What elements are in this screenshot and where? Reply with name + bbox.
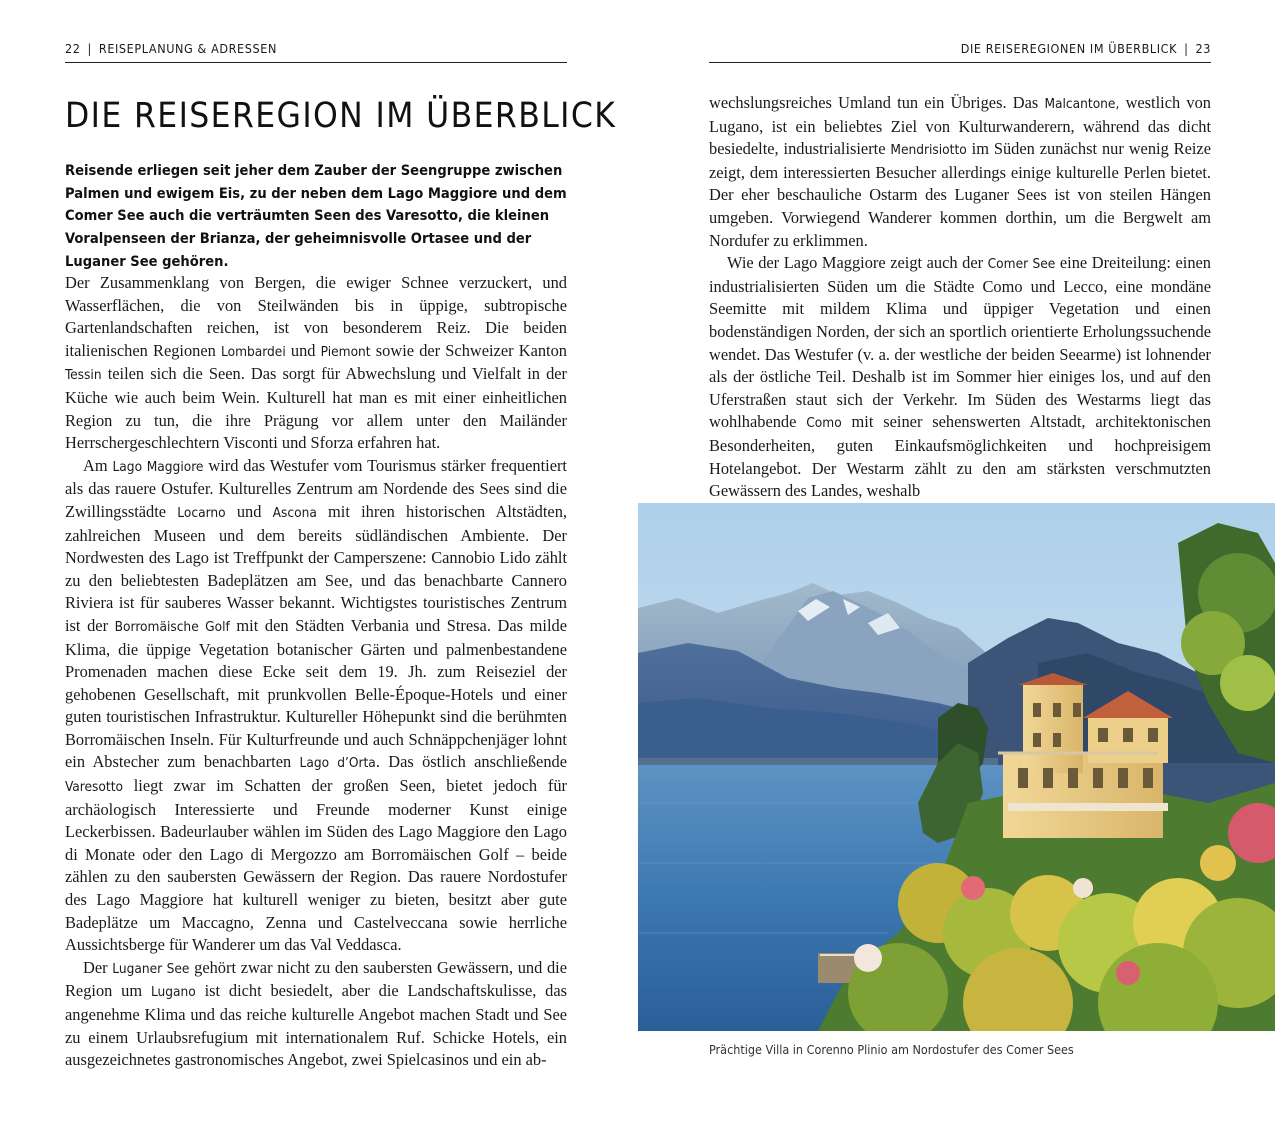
- lead-paragraph: Reisende erliegen seit jeher dem Zauber der Seengruppe zwischen Palmen und ewigem Eis, zu der neben dem Lago Maggiore und dem Comer See auch die verträumten Seen des Varesotto, die kleinen Voralpenseen der Brianza, der geheimnisvolle Ortasee und der Luganer See gehören.: [65, 162, 567, 270]
- keyword: Mendrisiotto: [890, 142, 967, 159]
- paragraph: wechslungsreiches Umland tun ein Übriges. Das Malcantone, westlich von Lugano, ist ein beliebtes Ziel von Kulturwanderern, während das dicht besiedelte, industrialisierte Mendrisiotto im Süden zunächst nur wenig Reize zeigt, dem interessierten Besucher allerdings einige kulturelle Perlen bietet. Der eher beschauliche Ostarm des Luganer Sees ist von steilen Hängen umgeben. Vorwiegend Wanderer kommen dorthin, um die Bergwelt am Nordufer zu erklimmen.: [709, 93, 1211, 250]
- running-header-left: [65, 40, 567, 63]
- page-number-right: 23: [1195, 41, 1211, 56]
- photo-illustration: [638, 503, 1275, 1031]
- page-number-left: 22: [65, 41, 81, 56]
- paragraph: Der Zusammenklang von Bergen, die ewiger Schnee verzuckert, und Wasserflächen, die von Steilwänden bis in üppige, subtropische Gartenlandschaften reichen, ist von besonderem Reiz. Die beiden italienischen Regionen Lombardei und Piemont sowie der Schweizer Kanton Tessin teilen sich die Seen. Das sorgt für Abwechslung und Vielfalt in der Küche wie auch beim Wein. Kulturell hat man es mit einer einheitlichen Region zu tun, die ihre Prägung vor allem unter den Mailänder Herrschergeschlechtern Visconti und Sforza erfahren hat.: [65, 273, 567, 453]
- keyword: Tessin: [65, 367, 102, 384]
- keyword: Lugano: [150, 984, 196, 1001]
- keyword: Lago d’Orta: [299, 755, 376, 772]
- running-header-right: [709, 40, 1211, 63]
- keyword: Varesotto: [65, 779, 123, 796]
- paragraph: Am Lago Maggiore wird das Westufer vom Tourismus stärker frequentiert als das rauere Ostufer. Kulturelles Zentrum am Nordende des Sees sind die Zwillingsstädte Locarno und Ascona mit ihren historischen Altstädten, zahlreichen Museen und dem bereits südländischen Ambiente. Der Nordwesten des Lago ist Treffpunkt der Camperszene: Cannobio Lido zählt zu den beliebtesten Badeplätzen am See, und das benachbarte Cannero Riviera ist für sauberes Wasser bekannt. Wichtigstes touristisches Zentrum ist der Borromäische Golf mit den Städten Verbania und Stresa. Das milde Klima, die üppige Vegetation botanischer Gärten und palmenbestandene Promenaden machen diese Ecke seit dem 19. Jh. zum Reiseziel der gehobenen Gesellschaft, mit prunkvollen Belle-Époque-Hotels und einer guten touristischen Infrastruktur. Kultureller Höhepunkt sind die berühmten Borromäischen Inseln. Für Kulturfreunde und auch Schnäppchenjäger lohnt ein Abstecher zum benachbarten Lago d’Orta. Das östlich anschließende Varesotto liegt zwar im Schatten der großen Seen, bietet jedoch für archäologisch Interessierte und Freunde moderner Kunst einige Leckerbissen. Badeurlauber wählen im Süden des Lago Maggiore den Lago di Monate oder den Lago di Mergozzo am Borromäischen Golf – beide zählen zu den saubersten Gewässern der Region. Das rauere Nordostufer des Lago Maggiore hat kulturell weniger zu bieten, besitzt aber gute Badeplätze um Maccagno, Zenna und Castelveccana sowie herrliche Aussichtsberge für Wanderer um das Val Veddasca.: [65, 455, 568, 955]
- body-text-right: [709, 92, 1211, 503]
- keyword: Comer See: [987, 256, 1056, 273]
- paragraph: Der Luganer See gehört zwar nicht zu den saubersten Gewässern, und die Region um Lugano ist dicht besiedelt, aber die Landschaftskulisse, das angenehme Klima und das reiche kulturelle Angebot machen Stadt und See zu einem Urlaubsrefugium mit internationalem Ruf. Schicke Hotels, ein ausgezeichnetes gastronomisches Angebot, zwei Spielcasinos und ein ab-: [65, 957, 568, 1070]
- section-title-right: DIE REISEREGIONEN IM ÜBERBLICK: [960, 41, 1178, 56]
- header-separator: |: [1184, 41, 1189, 56]
- keyword: Ascona: [272, 504, 317, 521]
- keyword: Lombardei: [221, 343, 286, 360]
- photo-caption: Prächtige Villa in Corenno Plinio am Nordostufer des Comer Sees: [709, 1042, 1074, 1057]
- keyword: Borromäische Golf: [114, 618, 230, 635]
- paragraph: Wie der Lago Maggiore zeigt auch der Comer See eine Dreiteilung: einen industrialisierten Süden um die Städte Como und Lecco, eine mondäne Seemitte mit mildem Klima und üppiger Vegetation und einen bodenständigen Norden, der sich an sportlich orientierte Erholungssuchende wendet. Das Westufer (v. a. der westliche der beiden Seearme) ist lohnender als der östliche Teil. Deshalb ist im Sommer hier einiges los, und auf den Uferstraßen staut sich der Verkehr. Im Süden des Westarms liegt das wohlhabende Como mit seiner sehenswerten Altstadt, architektonischen Besonderheiten, guten Einkaufsmöglichkeiten und hochpreisigem Hotelangebot. Der Westarm zählt zu den am stärksten verschmutzten Gewässern des Landes, weshalb: [709, 253, 1211, 501]
- keyword: Lago Maggiore: [112, 458, 204, 475]
- keyword: Locarno: [177, 504, 226, 521]
- keyword: Como: [806, 415, 842, 432]
- page-title: DIE REISEREGION IM ÜBERBLICK: [65, 96, 617, 136]
- lake-villa-photo: [638, 503, 1275, 1031]
- section-title-left: REISEPLANUNG & ADRESSEN: [98, 41, 277, 56]
- left-page: [65, 0, 617, 1122]
- keyword: Luganer See: [112, 960, 190, 977]
- keyword: Malcantone,: [1044, 96, 1120, 112]
- header-separator: |: [87, 41, 92, 56]
- keyword: Piemont: [320, 343, 371, 360]
- body-text-left: [65, 272, 567, 1072]
